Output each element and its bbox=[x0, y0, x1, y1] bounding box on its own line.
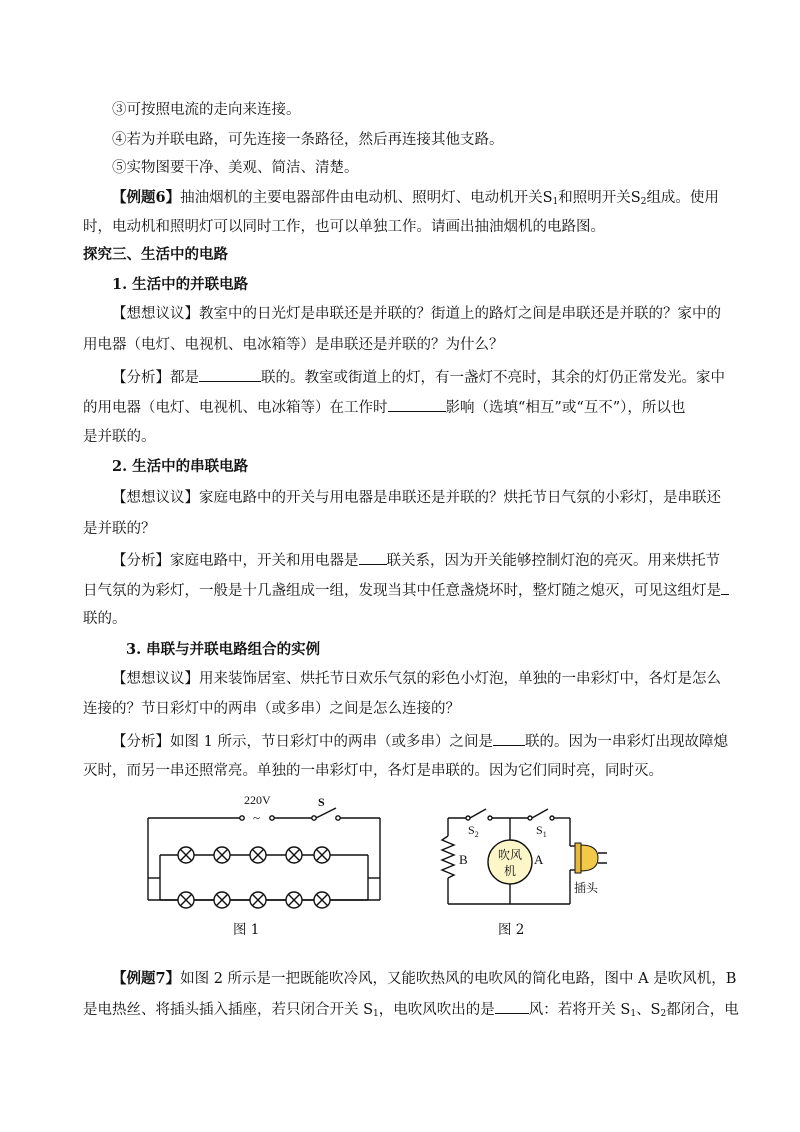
analysis-3-line-1: 【分析】如图 1 所示，节日彩灯中的两串（或多串）之间是 联的。因为一串彩灯出现故障熄 bbox=[112, 731, 728, 751]
motor-label: A bbox=[534, 852, 544, 867]
analysis-3-line-2: 灭时，而另一串还照常亮。单独的一串彩灯中，各灯是串联的。因为它们同时亮，同时灭。 bbox=[83, 763, 663, 779]
plug-icon bbox=[575, 843, 607, 873]
figure-2-caption: 图 2 bbox=[498, 922, 525, 938]
discussion-3-line-1: 【想想议议】用来装饰居室、烘托节日欢乐气氛的彩色小灯泡，单独的一串彩灯中，各灯是怎么 bbox=[112, 671, 721, 687]
example-7-line-1: 【例题7】如图 2 所示是一把既能吹冷风，又能吹热风的电吹风的简化电路，图中 A 是吹风机，B bbox=[112, 970, 737, 987]
answer-blank[interactable] bbox=[495, 999, 529, 1014]
answer-blank[interactable] bbox=[199, 367, 261, 382]
discussion-2-line-1: 【想想议议】家庭电路中的开关与用电器是串联还是并联的？烘托节日气氛的小彩灯，是串联还 bbox=[112, 490, 721, 506]
analysis-1-line-3: 是并联的。 bbox=[83, 429, 156, 445]
example-6-line-1: 【例题6】抽油烟机的主要电器部件由电动机、照明灯、电动机开关$S_1$和照明开关$S_2$组成。使用 bbox=[112, 189, 719, 207]
motor-text-line-1: 吹风 bbox=[498, 848, 523, 862]
subsection-3-heading: 3. 串联与并联电路组合的实例 bbox=[126, 641, 321, 658]
analysis-2-line-1: 【分析】家庭电路中，开关和用电器是 联关系，因为开关能够控制灯泡的亮灭。用来烘托节 bbox=[112, 550, 720, 570]
switch-label: S bbox=[318, 795, 325, 809]
discussion-1-line-1: 【想想议议】教室中的日光灯是串联还是并联的？街道上的路灯之间是串联还是并联的？家中的 bbox=[112, 306, 721, 322]
list-item-5: ⑤实物图要干净、美观、简洁、清楚。 bbox=[112, 160, 359, 176]
section-heading: 探究三、生活中的电路 bbox=[83, 246, 228, 263]
motor-text-line-2: 机 bbox=[504, 864, 517, 878]
answer-blank[interactable] bbox=[388, 397, 446, 412]
ac-symbol: ~ bbox=[253, 810, 261, 825]
heater-label: B bbox=[459, 852, 468, 867]
analysis-tag: 【分析】 bbox=[112, 370, 170, 386]
discussion-tag: 【想想议议】 bbox=[112, 671, 199, 687]
discussion-1-line-2: 用电器（电灯、电视机、电冰箱等）是串联还是并联的？为什么？ bbox=[83, 337, 504, 353]
switch-s1-label: $S_1$ bbox=[536, 823, 547, 839]
voltage-label: 220V bbox=[244, 793, 271, 807]
analysis-1-line-1: 【分析】都是 联的。教室或街道上的灯，有一盏灯不亮时，其余的灯仍正常发光。家中 bbox=[112, 367, 725, 387]
answer-blank[interactable] bbox=[721, 580, 729, 595]
answer-blank[interactable] bbox=[359, 550, 387, 565]
example-6-tag: 【例题6】 bbox=[112, 189, 181, 206]
discussion-3-line-2: 连接的？节日彩灯中的两串（或多串）之间是怎么连接的？ bbox=[83, 701, 460, 717]
subsection-1-heading: 1. 生活中的并联电路 bbox=[112, 276, 249, 293]
discussion-tag: 【想想议议】 bbox=[112, 306, 199, 322]
discussion-tag: 【想想议议】 bbox=[112, 490, 199, 506]
list-item-4: ④若为并联电路，可先连接一条路径，然后再连接其他支路。 bbox=[112, 132, 504, 148]
figure-1-circuit bbox=[140, 790, 390, 910]
list-item-3: ③可按照电流的走向来连接。 bbox=[112, 102, 301, 118]
lamp-string-lower bbox=[177, 892, 331, 908]
example-6-line-2: 时，电动机和照明灯可以同时工作，也可以单独工作。请画出抽油烟机的电路图。 bbox=[83, 219, 605, 235]
example-7-line-2: 是电热丝、将插头插入插座，若只闭合开关 $S_1$，电吹风吹出的是 风：若将开关 $S_1$、$S_2$都闭合，电 bbox=[83, 999, 739, 1023]
example-7-tag: 【例题7】 bbox=[112, 970, 181, 987]
analysis-2-line-2: 日气氛的为彩灯，一般是十几盏组成一组，发现当其中任意盏烧坏时，整灯随之熄灭，可见这组灯是 bbox=[83, 580, 729, 600]
analysis-tag: 【分析】 bbox=[112, 734, 170, 750]
subsection-2-heading: 2. 生活中的串联电路 bbox=[112, 458, 249, 475]
discussion-2-line-2: 是并联的？ bbox=[83, 521, 156, 537]
figure-2-circuit bbox=[428, 800, 608, 912]
figure-1-caption: 图 1 bbox=[233, 922, 260, 938]
plug-label: 插头 bbox=[574, 881, 599, 895]
answer-blank[interactable] bbox=[493, 731, 525, 746]
lamp-string-upper bbox=[177, 847, 331, 863]
analysis-2-line-3: 联的。 bbox=[83, 611, 127, 627]
analysis-1-line-2: 的用电器（电灯、电视机、电冰箱等）在工作时 影响（选填“相互”或“互不”），所以也 bbox=[83, 397, 685, 417]
switch-s2-label: $S_2$ bbox=[468, 823, 479, 839]
analysis-tag: 【分析】 bbox=[112, 553, 170, 569]
